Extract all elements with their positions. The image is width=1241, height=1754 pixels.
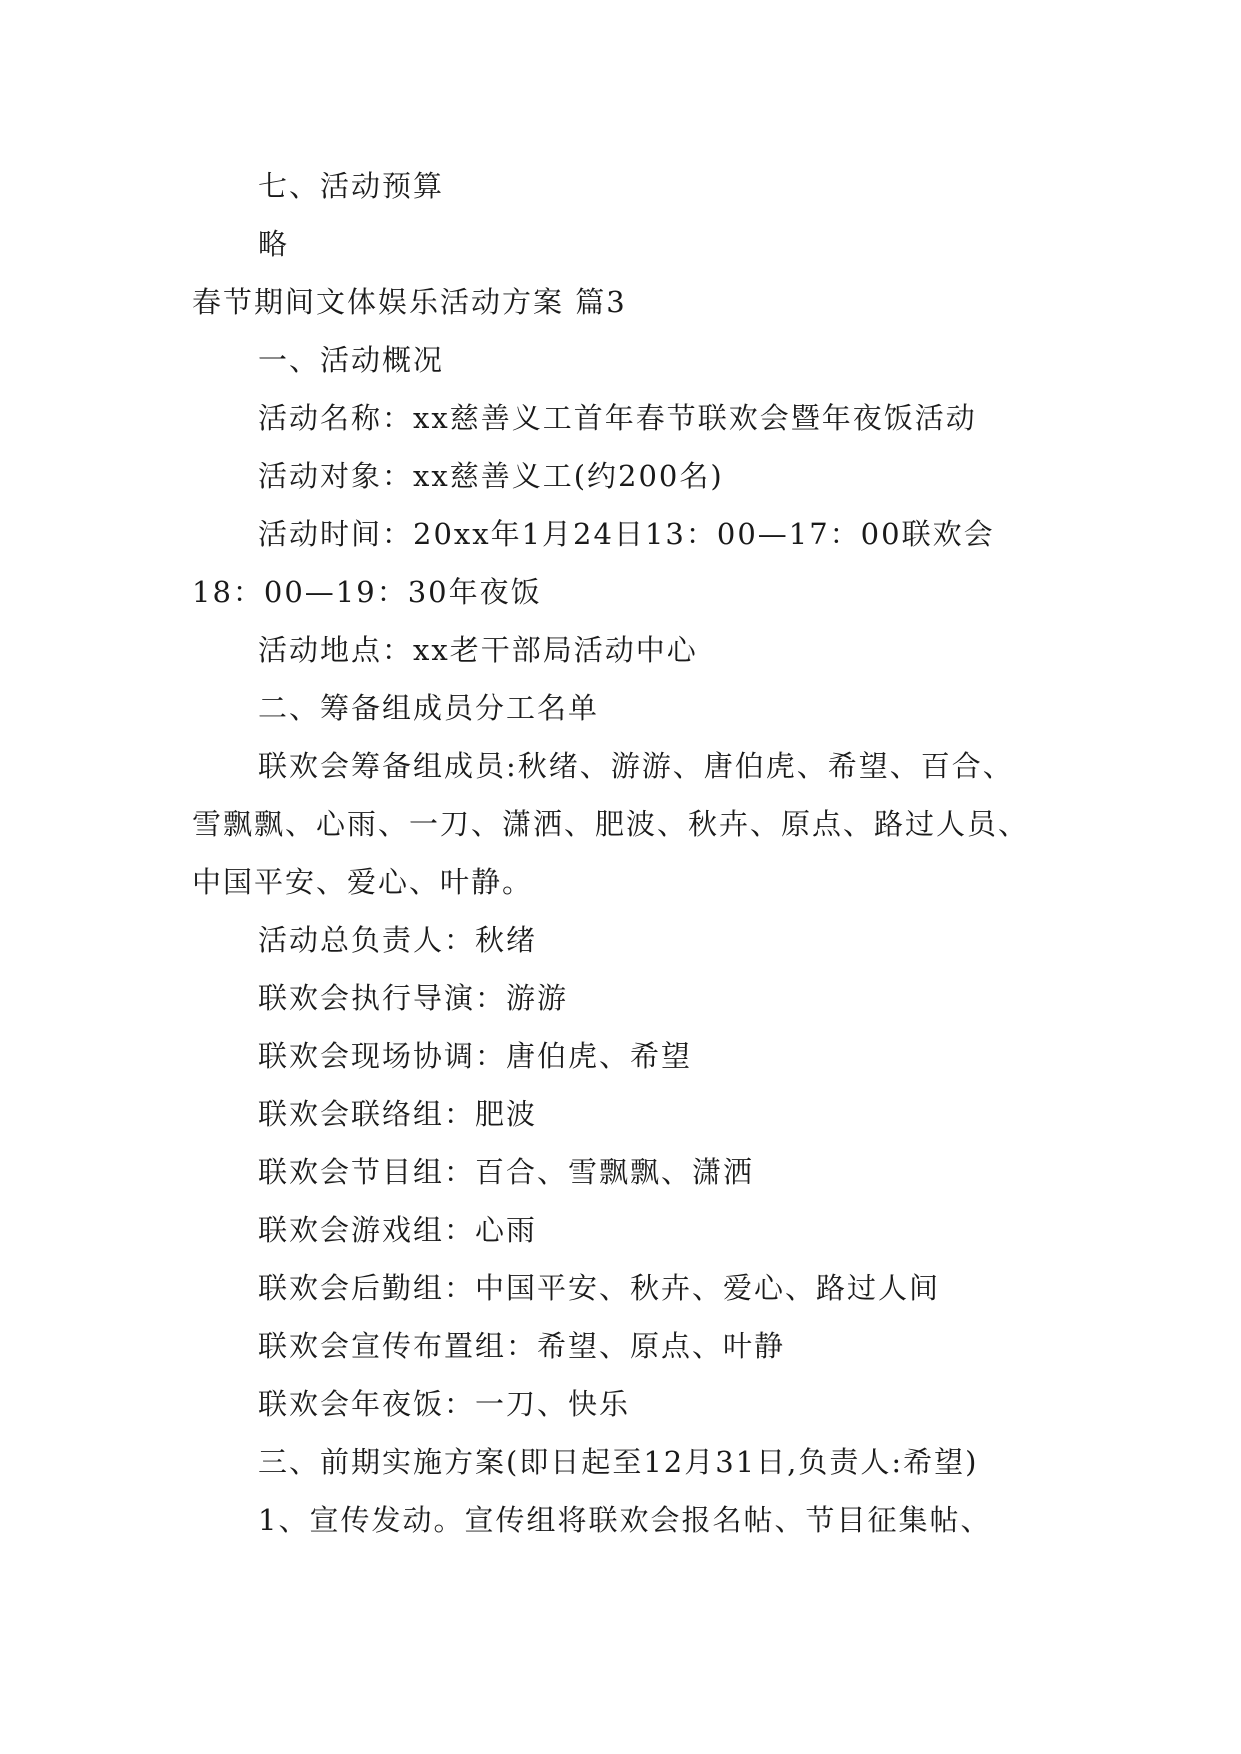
paragraph-line: 18：00—19：30年夜饭 [192,575,542,609]
section-heading-budget: 七、活动预算 [258,169,445,203]
paragraph-line: 雪飘飘、心雨、一刀、潇洒、肥波、秋卉、原点、路过人员、 [192,807,1030,841]
section-heading-overview: 一、活动概况 [258,343,445,377]
paragraph-line: 活动地点：xx老干部局活动中心 [258,633,698,667]
paragraph-line: 活动总负责人：秋绪 [258,923,538,957]
paragraph-line: 联欢会联络组：肥波 [258,1097,538,1131]
paragraph-line: 联欢会后勤组：中国平安、秋卉、爱心、路过人间 [258,1271,941,1305]
paragraph-line: 活动对象：xx慈善义工(约200名) [258,459,724,493]
document-title: 春节期间文体娱乐活动方案 篇3 [192,285,627,319]
paragraph-line: 联欢会执行导演：游游 [258,981,569,1015]
paragraph-line: 联欢会现场协调：唐伯虎、希望 [258,1039,693,1073]
paragraph-line: 活动名称：xx慈善义工首年春节联欢会暨年夜饭活动 [258,401,977,435]
paragraph-line: 联欢会节目组：百合、雪飘飘、潇洒 [258,1155,755,1189]
paragraph-line: 略 [258,227,290,261]
section-heading-staff: 二、筹备组成员分工名单 [258,691,600,725]
paragraph-line: 联欢会游戏组：心雨 [258,1213,538,1247]
section-heading-plan: 三、前期实施方案(即日起至12月31日,负责人:希望) [258,1445,979,1479]
paragraph-line: 中国平安、爱心、叶静。 [192,865,534,899]
paragraph-line: 联欢会宣传布置组：希望、原点、叶静 [258,1329,786,1363]
paragraph-line: 联欢会年夜饭：一刀、快乐 [258,1387,631,1421]
paragraph-line: 1、宣传发动。宣传组将联欢会报名帖、节目征集帖、 [258,1503,992,1537]
paragraph-line: 活动时间：20xx年1月24日13：00—17：00联欢会 [258,517,995,551]
paragraph-line: 联欢会筹备组成员:秋绪、游游、唐伯虎、希望、百合、 [258,749,1014,783]
